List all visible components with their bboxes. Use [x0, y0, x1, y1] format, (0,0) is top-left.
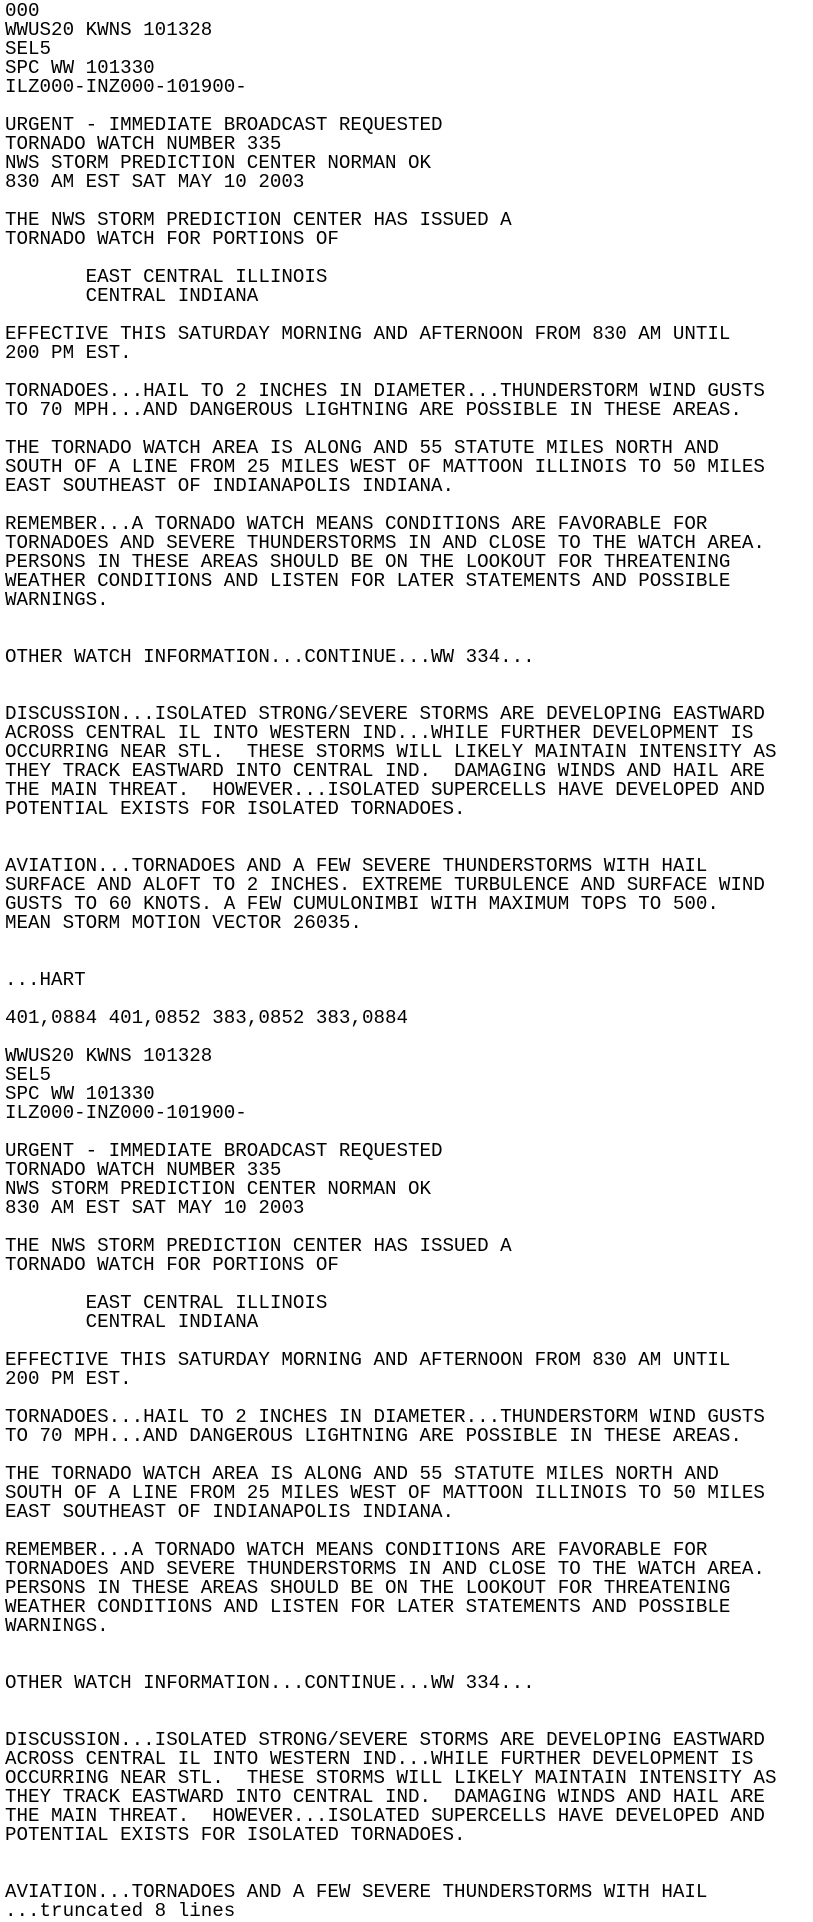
- text-line: 200 PM EST.: [5, 1368, 132, 1390]
- text-line: WARNINGS.: [5, 1615, 109, 1637]
- text-line: PERSONS IN THESE AREAS SHOULD BE ON THE LOOKOUT FOR THREATENING: [5, 1577, 731, 1599]
- text-line: ILZ000-INZ000-101900-: [5, 76, 247, 98]
- text-line: WWUS20 KWNS 101328: [5, 19, 213, 41]
- text-line: GUSTS TO 60 KNOTS. A FEW CUMULONIMBI WITH MAXIMUM TOPS TO 500.: [5, 893, 719, 915]
- text-line: URGENT - IMMEDIATE BROADCAST REQUESTED: [5, 1140, 443, 1162]
- text-line: SPC WW 101330: [5, 57, 155, 79]
- blank-line: [5, 610, 811, 629]
- text-line: TO 70 MPH...AND DANGEROUS LIGHTNING ARE POSSIBLE IN THESE AREAS.: [5, 399, 742, 421]
- text-line: TORNADOES...HAIL TO 2 INCHES IN DIAMETER...THUNDERSTORM WIND GUSTS: [5, 1406, 765, 1428]
- text-line: ...truncated 8 lines: [5, 1900, 236, 1922]
- bulletin-text: [5, 2, 811, 1921]
- blank-line: [5, 952, 811, 971]
- text-line: THE TORNADO WATCH AREA IS ALONG AND 55 STATUTE MILES NORTH AND: [5, 1463, 719, 1485]
- text-line: SEL5: [5, 1064, 52, 1086]
- text-line: TO 70 MPH...AND DANGEROUS LIGHTNING ARE POSSIBLE IN THESE AREAS.: [5, 1425, 742, 1447]
- text-line: AVIATION...TORNADOES AND A FEW SEVERE THUNDERSTORMS WITH HAIL: [5, 855, 708, 877]
- text-line: THE MAIN THREAT. HOWEVER...ISOLATED SUPERCELLS HAVE DEVELOPED AND: [5, 1805, 765, 1827]
- text-line: ILZ000-INZ000-101900-: [5, 1102, 247, 1124]
- blank-line: [5, 933, 811, 952]
- text-line: REMEMBER...A TORNADO WATCH MEANS CONDITIONS ARE FAVORABLE FOR: [5, 1539, 708, 1561]
- text-line: SOUTH OF A LINE FROM 25 MILES WEST OF MATTOON ILLINOIS TO 50 MILES: [5, 1482, 765, 1504]
- text-line: EAST CENTRAL ILLINOIS: [5, 1292, 328, 1314]
- text-line: TORNADO WATCH NUMBER 335: [5, 1159, 282, 1181]
- text-line: POTENTIAL EXISTS FOR ISOLATED TORNADOES.: [5, 1824, 466, 1846]
- text-line: DISCUSSION...ISOLATED STRONG/SEVERE STORMS ARE DEVELOPING EASTWARD: [5, 1729, 765, 1751]
- text-line: WEATHER CONDITIONS AND LISTEN FOR LATER STATEMENTS AND POSSIBLE: [5, 1596, 731, 1618]
- blank-line: [5, 819, 811, 838]
- text-line: 200 PM EST.: [5, 342, 132, 364]
- text-line: ...HART: [5, 969, 86, 991]
- text-line: URGENT - IMMEDIATE BROADCAST REQUESTED: [5, 114, 443, 136]
- text-line: 401,0884 401,0852 383,0852 383,0884: [5, 1007, 409, 1029]
- text-line: THEY TRACK EASTWARD INTO CENTRAL IND. DAMAGING WINDS AND HAIL ARE: [5, 1786, 765, 1808]
- text-line: TORNADOES AND SEVERE THUNDERSTORMS IN AND CLOSE TO THE WATCH AREA.: [5, 532, 765, 554]
- text-line: EAST SOUTHEAST OF INDIANAPOLIS INDIANA.: [5, 1501, 455, 1523]
- text-line: SURFACE AND ALOFT TO 2 INCHES. EXTREME TURBULENCE AND SURFACE WIND: [5, 874, 765, 896]
- text-line: OCCURRING NEAR STL. THESE STORMS WILL LIKELY MAINTAIN INTENSITY AS: [5, 1767, 777, 1789]
- text-line: THE MAIN THREAT. HOWEVER...ISOLATED SUPERCELLS HAVE DEVELOPED AND: [5, 779, 765, 801]
- text-line: SEL5: [5, 38, 52, 60]
- text-line: TORNADOES AND SEVERE THUNDERSTORMS IN AND CLOSE TO THE WATCH AREA.: [5, 1558, 765, 1580]
- text-line: DISCUSSION...ISOLATED STRONG/SEVERE STORMS ARE DEVELOPING EASTWARD: [5, 703, 765, 725]
- text-line: WEATHER CONDITIONS AND LISTEN FOR LATER STATEMENTS AND POSSIBLE: [5, 570, 731, 592]
- text-line: ACROSS CENTRAL IL INTO WESTERN IND...WHILE FURTHER DEVELOPMENT IS: [5, 1748, 754, 1770]
- blank-line: [5, 1845, 811, 1864]
- text-line: THE NWS STORM PREDICTION CENTER HAS ISSUED A: [5, 209, 512, 231]
- text-line: SPC WW 101330: [5, 1083, 155, 1105]
- text-line: OTHER WATCH INFORMATION...CONTINUE...WW 334...: [5, 646, 535, 668]
- text-line: OCCURRING NEAR STL. THESE STORMS WILL LIKELY MAINTAIN INTENSITY AS: [5, 741, 777, 763]
- text-line: EFFECTIVE THIS SATURDAY MORNING AND AFTERNOON FROM 830 AM UNTIL: [5, 1349, 731, 1371]
- text-line: ACROSS CENTRAL IL INTO WESTERN IND...WHILE FURTHER DEVELOPMENT IS: [5, 722, 754, 744]
- text-line: 830 AM EST SAT MAY 10 2003: [5, 1197, 305, 1219]
- text-line: WARNINGS.: [5, 589, 109, 611]
- text-line: TORNADO WATCH FOR PORTIONS OF: [5, 228, 339, 250]
- text-line: AVIATION...TORNADOES AND A FEW SEVERE THUNDERSTORMS WITH HAIL: [5, 1881, 708, 1903]
- text-line: EAST CENTRAL ILLINOIS: [5, 266, 328, 288]
- text-line: THE TORNADO WATCH AREA IS ALONG AND 55 STATUTE MILES NORTH AND: [5, 437, 719, 459]
- text-line: CENTRAL INDIANA: [5, 285, 259, 307]
- text-line: OTHER WATCH INFORMATION...CONTINUE...WW 334...: [5, 1672, 535, 1694]
- text-line: TORNADOES...HAIL TO 2 INCHES IN DIAMETER...THUNDERSTORM WIND GUSTS: [5, 380, 765, 402]
- text-line: POTENTIAL EXISTS FOR ISOLATED TORNADOES.: [5, 798, 466, 820]
- text-line: PERSONS IN THESE AREAS SHOULD BE ON THE LOOKOUT FOR THREATENING: [5, 551, 731, 573]
- text-line: CENTRAL INDIANA: [5, 1311, 259, 1333]
- text-line: SOUTH OF A LINE FROM 25 MILES WEST OF MATTOON ILLINOIS TO 50 MILES: [5, 456, 765, 478]
- text-line: THE NWS STORM PREDICTION CENTER HAS ISSUED A: [5, 1235, 512, 1257]
- text-line: NWS STORM PREDICTION CENTER NORMAN OK: [5, 1178, 432, 1200]
- text-line: EAST SOUTHEAST OF INDIANAPOLIS INDIANA.: [5, 475, 455, 497]
- text-line: TORNADO WATCH FOR PORTIONS OF: [5, 1254, 339, 1276]
- text-line: EFFECTIVE THIS SATURDAY MORNING AND AFTERNOON FROM 830 AM UNTIL: [5, 323, 731, 345]
- text-line: REMEMBER...A TORNADO WATCH MEANS CONDITIONS ARE FAVORABLE FOR: [5, 513, 708, 535]
- blank-line: [5, 667, 811, 686]
- blank-line: [5, 1636, 811, 1655]
- text-line: NWS STORM PREDICTION CENTER NORMAN OK: [5, 152, 432, 174]
- text-line: MEAN STORM MOTION VECTOR 26035.: [5, 912, 362, 934]
- text-line: TORNADO WATCH NUMBER 335: [5, 133, 282, 155]
- text-line: WWUS20 KWNS 101328: [5, 1045, 213, 1067]
- blank-line: [5, 1693, 811, 1712]
- text-line: 000: [5, 0, 40, 22]
- text-line: 830 AM EST SAT MAY 10 2003: [5, 171, 305, 193]
- text-line: THEY TRACK EASTWARD INTO CENTRAL IND. DAMAGING WINDS AND HAIL ARE: [5, 760, 765, 782]
